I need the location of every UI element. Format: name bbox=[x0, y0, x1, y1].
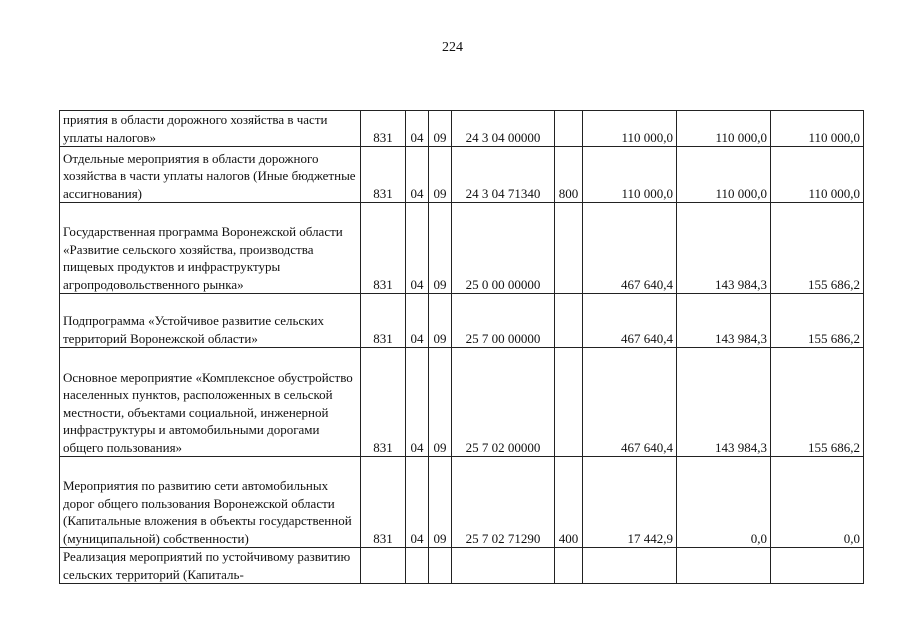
table-row bbox=[60, 548, 864, 584]
cell-podrazdel: 09 bbox=[429, 147, 452, 203]
cell-amount-1: 467 640,4 bbox=[583, 348, 677, 457]
table-row bbox=[60, 294, 864, 348]
cell-razdel: 04 bbox=[406, 147, 429, 203]
cell-amount-3: 110 000,0 bbox=[771, 147, 864, 203]
cell-target-article: 25 7 02 00000 bbox=[452, 348, 555, 457]
row-description: Отдельные мероприятия в области дорожного хозяйства в части уплаты налогов (Иные бюджетные ассигнования) bbox=[60, 147, 361, 203]
cell-amount-1: 110 000,0 bbox=[583, 147, 677, 203]
cell-amount-3: 0,0 bbox=[771, 457, 864, 548]
cell-razdel: 04 bbox=[406, 203, 429, 294]
row-description: Мероприятия по развитию сети автомобильных дорог общего пользования Воронежской области (Капитальные вложения в объекты государственной (муниципальной) собственности) bbox=[60, 457, 361, 548]
cell-amount-1 bbox=[583, 548, 677, 584]
cell-expense-type: 800 bbox=[555, 147, 583, 203]
cell-amount-3: 155 686,2 bbox=[771, 294, 864, 348]
cell-expense-type bbox=[555, 294, 583, 348]
cell-amount-2: 110 000,0 bbox=[677, 111, 771, 147]
cell-grbs: 831 bbox=[361, 457, 406, 548]
row-description: Подпрограмма «Устойчивое развитие сельских территорий Воронежской области» bbox=[60, 294, 361, 348]
cell-podrazdel bbox=[429, 548, 452, 584]
cell-grbs bbox=[361, 548, 406, 584]
table-row bbox=[60, 203, 864, 294]
cell-amount-2 bbox=[677, 548, 771, 584]
cell-razdel: 04 bbox=[406, 294, 429, 348]
cell-grbs: 831 bbox=[361, 203, 406, 294]
cell-target-article: 24 3 04 00000 bbox=[452, 111, 555, 147]
cell-amount-2: 143 984,3 bbox=[677, 348, 771, 457]
cell-expense-type: 400 bbox=[555, 457, 583, 548]
row-description: Реализация мероприятий по устойчивому развитию сельских территорий (Капиталь- bbox=[60, 548, 361, 584]
page-number: 224 bbox=[442, 40, 463, 55]
cell-expense-type bbox=[555, 548, 583, 584]
table-row bbox=[60, 457, 864, 548]
cell-podrazdel: 09 bbox=[429, 111, 452, 147]
cell-podrazdel: 09 bbox=[429, 203, 452, 294]
cell-target-article: 25 7 00 00000 bbox=[452, 294, 555, 348]
cell-amount-1: 467 640,4 bbox=[583, 294, 677, 348]
row-description: Государственная программа Воронежской области «Развитие сельского хозяйства, производства пищевых продуктов и инфраструктуры агропродовольственного рынка» bbox=[60, 203, 361, 294]
cell-amount-3 bbox=[771, 548, 864, 584]
cell-amount-1: 467 640,4 bbox=[583, 203, 677, 294]
cell-expense-type bbox=[555, 348, 583, 457]
cell-grbs: 831 bbox=[361, 294, 406, 348]
cell-amount-1: 110 000,0 bbox=[583, 111, 677, 147]
cell-razdel: 04 bbox=[406, 348, 429, 457]
row-description: Основное мероприятие «Комплексное обустройство населенных пунктов, расположенных в сельской местности, объектами социальной, инженерной инфраструктуры и автомобильными дорогами общего пользования» bbox=[60, 348, 361, 457]
cell-target-article: 24 3 04 71340 bbox=[452, 147, 555, 203]
cell-amount-1: 17 442,9 bbox=[583, 457, 677, 548]
cell-razdel: 04 bbox=[406, 457, 429, 548]
cell-amount-2: 143 984,3 bbox=[677, 294, 771, 348]
cell-expense-type bbox=[555, 203, 583, 294]
cell-amount-3: 155 686,2 bbox=[771, 203, 864, 294]
cell-razdel bbox=[406, 548, 429, 584]
cell-target-article: 25 0 00 00000 bbox=[452, 203, 555, 294]
row-description: приятия в области дорожного хозяйства в части уплаты налогов» bbox=[60, 111, 361, 147]
cell-amount-3: 155 686,2 bbox=[771, 348, 864, 457]
cell-target-article: 25 7 02 71290 bbox=[452, 457, 555, 548]
cell-podrazdel: 09 bbox=[429, 457, 452, 548]
cell-amount-2: 110 000,0 bbox=[677, 147, 771, 203]
cell-grbs: 831 bbox=[361, 147, 406, 203]
cell-amount-2: 143 984,3 bbox=[677, 203, 771, 294]
cell-amount-2: 0,0 bbox=[677, 457, 771, 548]
cell-podrazdel: 09 bbox=[429, 294, 452, 348]
table-row bbox=[60, 111, 864, 147]
cell-razdel: 04 bbox=[406, 111, 429, 147]
cell-amount-3: 110 000,0 bbox=[771, 111, 864, 147]
budget-table bbox=[59, 110, 864, 584]
cell-target-article bbox=[452, 548, 555, 584]
table-row bbox=[60, 348, 864, 457]
cell-podrazdel: 09 bbox=[429, 348, 452, 457]
cell-grbs: 831 bbox=[361, 348, 406, 457]
cell-grbs: 831 bbox=[361, 111, 406, 147]
cell-expense-type bbox=[555, 111, 583, 147]
table-row bbox=[60, 147, 864, 203]
